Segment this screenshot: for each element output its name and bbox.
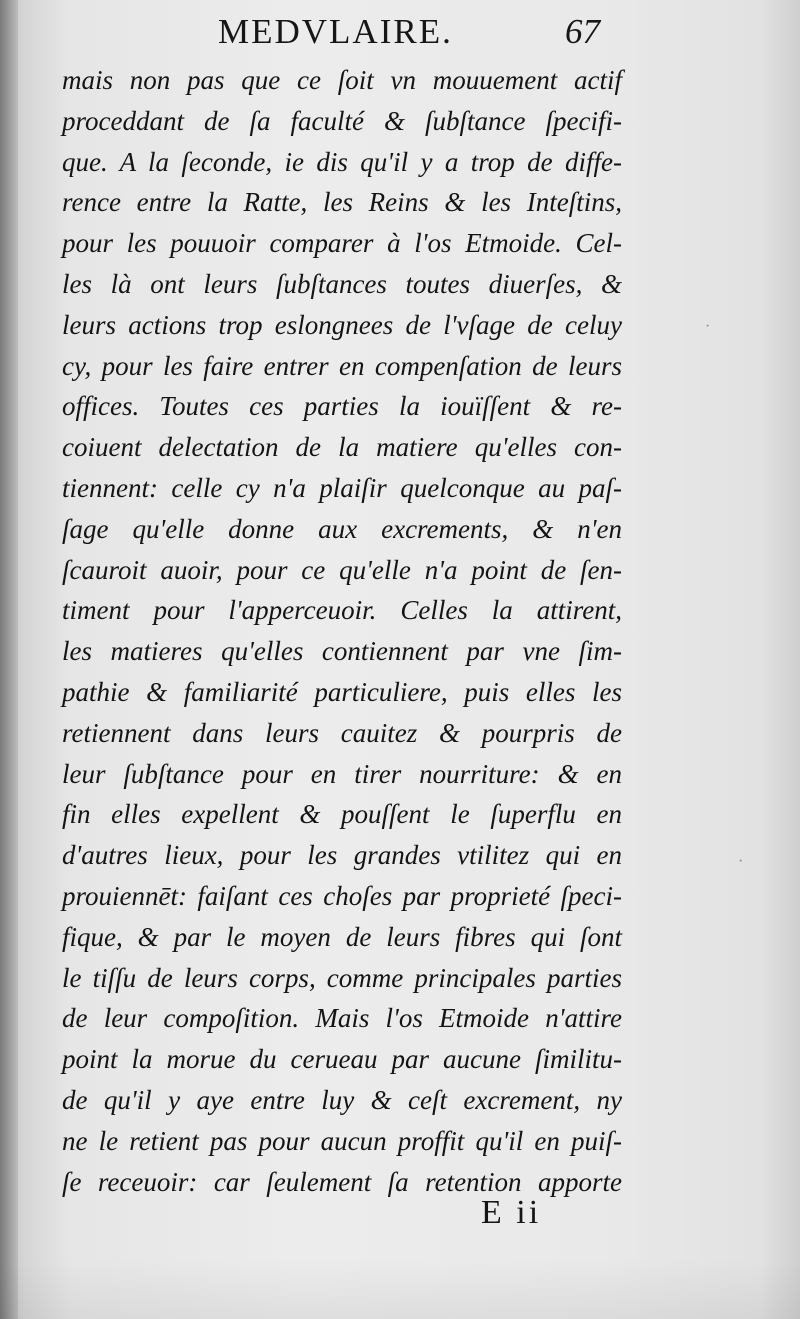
text-line: offices. Toutes ces parties la iouïſſent & re- [62,391,622,422]
text-line: leur ſubſtance pour en tirer nourriture: & en [62,758,622,789]
text-line: point la morue du cerueau par aucune ſimilitu- [62,1044,622,1075]
text-line: fin elles expellent & pouſſent le ſuperflu en [62,799,622,830]
text-line: timent pour l'apperceuoir. Celles la attirent, [62,595,622,626]
text-line: fique, & par le moyen de leurs fibres qui ſont [62,921,622,952]
text-line: proceddant de ſa faculté & ſubſtance ſpecifi- [62,105,622,136]
signature-mark: E ii [481,1194,542,1231]
text-line: cy, pour les faire entrer en compenſation de leurs [62,350,622,381]
margin-speck: · [738,853,744,870]
text-line: leurs actions trop eslongnees de l'vſage de celuy [62,309,622,340]
text-line: les là ont leurs ſubſtances toutes diuerſes, & [62,268,622,299]
text-line: retiennent dans leurs cauitez & pourpris de [62,717,622,748]
text-line: le tiſſu de leurs corps, comme principales parties [62,962,622,993]
text-line: ſe receuoir: car ſeulement ſa retention apporte [62,1166,622,1197]
text-line: prouiennēt: faiſant ces choſes par proprieté ſpeci- [62,880,622,911]
text-line: mais non pas que ce ſoit vn mouuement actif [62,65,622,95]
running-head: MEDVLAIRE. [218,12,453,51]
text-line: ſage qu'elle donne aux excrements, & n'en [62,513,622,544]
text-line: ne le retient pas pour aucun proffit qu'il en puiſ- [62,1125,622,1156]
text-line: ſcauroit auoir, pour ce qu'elle n'a point de ſen- [62,554,622,585]
text-line: que. A la ſeconde, ie dis qu'il y a trop de diffe- [62,146,622,177]
margin-speck: · [705,318,711,335]
page-gutter-shadow [0,0,18,1319]
text-line: pour les pouuoir comparer à l'os Etmoide. Cel- [62,228,622,259]
text-line: d'autres lieux, pour les grandes vtilitez qui en [62,840,622,871]
text-line: les matieres qu'elles contiennent par vne ſim- [62,636,622,667]
text-line: de qu'il y aye entre luy & ceſt excrement, ny [62,1084,622,1115]
text-line: coiuent delectation de la matiere qu'elles con- [62,432,622,463]
text-line: rence entre la Ratte, les Reins & les Inteſtins, [62,187,622,218]
page-bottom-shadow [0,1259,800,1319]
text-line: de leur compoſition. Mais l'os Etmoide n'attire [62,1003,622,1034]
body-text [62,60,622,1202]
text-line: pathie & familiarité particuliere, puis elles les [62,676,622,707]
text-line: tiennent: celle cy n'a plaiſir quelconque au paſ- [62,472,622,503]
page-number: 67 [565,12,600,51]
